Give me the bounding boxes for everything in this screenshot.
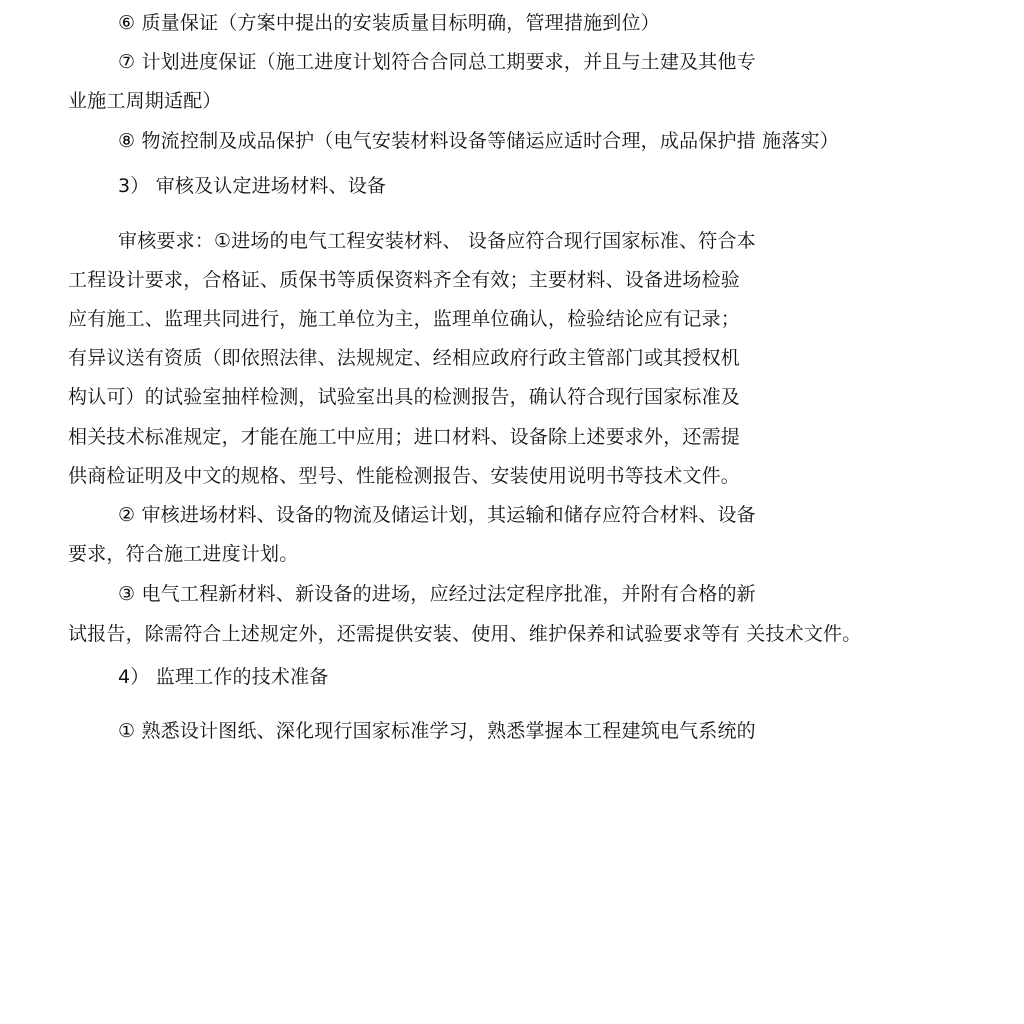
- text-line: 业施工周期适配）: [68, 90, 222, 112]
- text-line: 审核要求：①进场的电气工程安装材料、 设备应符合现行国家标准、符合本: [118, 230, 756, 252]
- text-line: 应有施工、监理共同进行，施工单位为主，监理单位确认，检验结论应有记录；: [68, 308, 741, 330]
- text-line: 构认可）的试验室抽样检测，试验室出具的检测报告，确认符合现行国家标准及: [68, 386, 741, 408]
- text-line: ⑦ 计划进度保证（施工进度计划符合合同总工期要求，并且与土建及其他专: [118, 51, 756, 73]
- text-line: 工程设计要求，合格证、质保书等质保资料齐全有效；主要材料、设备进场检验: [68, 269, 741, 291]
- text-line: 供商检证明及中文的规格、型号、性能检测报告、安装使用说明书等技术文件。: [68, 465, 741, 487]
- section-heading: 4） 监理工作的技术准备: [118, 666, 329, 688]
- text-line: 要求，符合施工进度计划。: [68, 543, 299, 565]
- text-line: ⑥ 质量保证（方案中提出的安装质量目标明确，管理措施到位）: [118, 12, 660, 34]
- text-line: ⑧ 物流控制及成品保护（电气安装材料设备等储运应适时合理，成品保护措 施落实）: [118, 130, 839, 152]
- text-line: ① 熟悉设计图纸、深化现行国家标准学习，熟悉掌握本工程建筑电气系统的: [118, 720, 756, 742]
- text-line: 试报告，除需符合上述规定外，还需提供安装、使用、维护保养和试验要求等有 关技术文件。: [68, 623, 862, 645]
- text-line: 相关技术标准规定，才能在施工中应用；进口材料、设备除上述要求外，还需提: [68, 426, 741, 448]
- section-heading: 3） 审核及认定进场材料、设备: [118, 175, 387, 197]
- text-line: ② 审核进场材料、设备的物流及储运计划，其运输和储存应符合材料、设备: [118, 504, 756, 526]
- text-line: ③ 电气工程新材料、新设备的进场，应经过法定程序批准，并附有合格的新: [118, 583, 756, 605]
- text-line: 有异议送有资质（即依照法律、法规规定、经相应政府行政主管部门或其授权机: [68, 347, 741, 369]
